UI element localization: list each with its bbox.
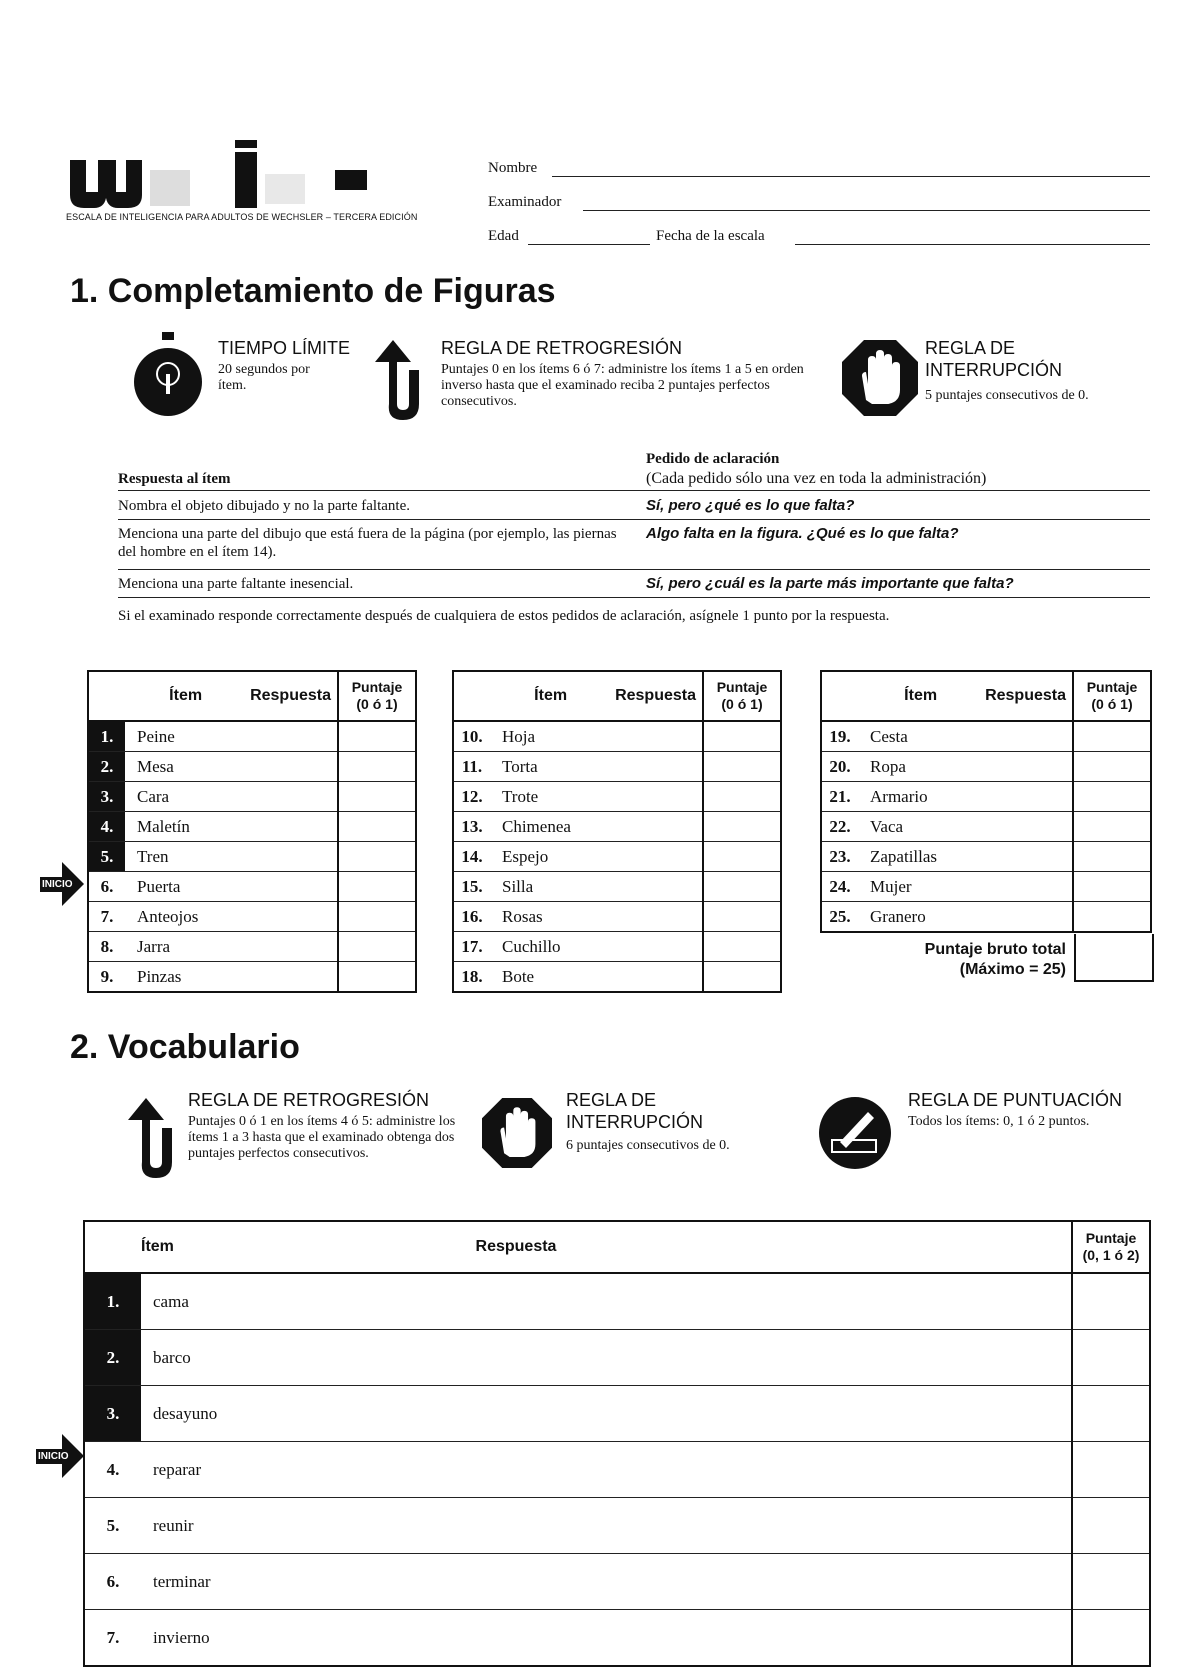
table-row xyxy=(88,902,416,932)
score-cell[interactable] xyxy=(703,842,781,872)
item-word: invierno xyxy=(153,1627,210,1647)
col-score-header: Puntaje xyxy=(1085,1230,1137,1246)
fecha-label: Fecha de la escala xyxy=(656,228,765,244)
item-number: 25. xyxy=(829,906,851,926)
table-row xyxy=(88,842,416,872)
nombre-field[interactable] xyxy=(552,158,1150,177)
section-title-completamiento: 1. Completamiento de Figuras xyxy=(70,272,556,310)
col-score-header: Puntaje xyxy=(1086,679,1138,695)
regression-rule-heading: REGLA DE RETROGRESIÓN xyxy=(441,338,683,358)
item-word: Chimenea xyxy=(490,812,703,842)
clarification-query: Algo falta en la figura. ¿Qué es lo que falta? xyxy=(646,525,959,542)
score-cell[interactable] xyxy=(1073,902,1151,933)
col-item-header: Ítem xyxy=(169,687,203,704)
item-word: Mesa xyxy=(125,752,338,782)
score-cell[interactable] xyxy=(338,962,416,993)
score-cell[interactable] xyxy=(1072,1330,1150,1386)
item-number: 1. xyxy=(84,1273,141,1330)
score-cell[interactable] xyxy=(338,721,416,752)
item-word: Ropa xyxy=(858,752,1073,782)
score-cell[interactable] xyxy=(338,782,416,812)
table-row xyxy=(453,872,781,902)
table-row xyxy=(84,1273,1150,1330)
items-table-3 xyxy=(820,670,1152,933)
item-number: 19. xyxy=(821,721,858,752)
clarification-row xyxy=(118,491,1150,520)
start-label: INICIO xyxy=(38,1451,69,1462)
item-number: 5. xyxy=(84,1498,141,1554)
item-number: 4. xyxy=(88,812,125,842)
item-number: 22. xyxy=(821,812,858,842)
item-number: 17. xyxy=(453,932,490,962)
item-number: 24. xyxy=(821,872,858,902)
vocabulary-table xyxy=(83,1220,1151,1667)
table-row xyxy=(88,752,416,782)
item-number: 8. xyxy=(88,932,125,962)
item-number: 9. xyxy=(100,966,114,986)
score-cell[interactable] xyxy=(338,902,416,932)
score-cell[interactable] xyxy=(338,932,416,962)
stopwatch-icon xyxy=(130,332,206,427)
table-row xyxy=(453,902,781,932)
clarification-table xyxy=(118,450,1150,640)
item-word: Peine xyxy=(125,721,338,752)
item-word: Tren xyxy=(125,842,338,872)
item-word: terminar xyxy=(141,1554,1072,1610)
item-number: 23. xyxy=(821,842,858,872)
score-cell[interactable] xyxy=(1072,1498,1150,1554)
item-word: Anteojos xyxy=(125,902,338,932)
item-word: Puerta xyxy=(125,872,338,902)
table-row xyxy=(821,782,1151,812)
item-word: Rosas xyxy=(490,902,703,932)
item-word: Cesta xyxy=(858,721,1073,752)
total-score-box[interactable] xyxy=(1074,934,1154,982)
score-cell[interactable] xyxy=(1072,1442,1150,1498)
regression-rule-heading: REGLA DE RETROGRESIÓN xyxy=(188,1090,430,1110)
item-word: Maletín xyxy=(125,812,338,842)
table-row xyxy=(453,962,781,993)
total-label-line2: (Máximo = 25) xyxy=(959,961,1066,978)
score-cell[interactable] xyxy=(1073,782,1151,812)
item-word: Armario xyxy=(858,782,1073,812)
nombre-label: Nombre xyxy=(488,160,538,176)
table-row xyxy=(88,872,416,902)
table-row xyxy=(84,1442,1150,1498)
regression-rule-text: Puntajes 0 ó 1 en los ítems 4 ó 5: administre los ítems 1 a 3 hasta que el examinado obtenga dos puntajes perfectos consecutivos. xyxy=(188,1114,456,1161)
table-row xyxy=(88,812,416,842)
item-number: 20. xyxy=(821,752,858,782)
item-number: 15. xyxy=(453,872,490,902)
scoring-rule-heading: REGLA DE PUNTUACIÓN xyxy=(908,1090,1123,1110)
table-row xyxy=(453,752,781,782)
start-label: INICIO xyxy=(42,879,73,890)
table-row xyxy=(821,902,1151,933)
item-number: 10. xyxy=(453,721,490,752)
table-row xyxy=(821,842,1151,872)
item-word: Pinzas xyxy=(137,966,182,986)
item-word: desayuno xyxy=(141,1386,1072,1442)
table-row xyxy=(84,1498,1150,1554)
total-label-line1: Puntaje bruto total xyxy=(924,941,1066,958)
item-number: 7. xyxy=(88,902,125,932)
table-row xyxy=(453,812,781,842)
score-cell[interactable] xyxy=(338,872,416,902)
clarification-response: Menciona una parte del dibujo que está fuera de la página (por ejemplo, las piernas del hombre en el ítem 14). xyxy=(118,526,617,560)
col-item-header: Ítem xyxy=(904,687,938,704)
table-row xyxy=(453,842,781,872)
discontinue-rule-heading-2: INTERRUPCIÓN xyxy=(566,1112,704,1132)
item-number: 2. xyxy=(88,752,125,782)
item-word: Hoja xyxy=(490,721,703,752)
clarification-query: Sí, pero ¿qué es lo que falta? xyxy=(646,497,855,514)
item-word: cama xyxy=(141,1273,1072,1330)
table-row xyxy=(84,1386,1150,1442)
table-row xyxy=(453,721,781,752)
examinador-field[interactable] xyxy=(583,192,1150,211)
col-score-range: (0, 1 ó 2) xyxy=(1082,1247,1140,1263)
clarification-response: Menciona una parte faltante inesencial. xyxy=(118,576,354,592)
score-cell[interactable] xyxy=(1073,842,1151,872)
col-response-header: Respuesta xyxy=(985,687,1066,704)
item-number: 7. xyxy=(106,1627,120,1647)
score-cell[interactable] xyxy=(1072,1554,1150,1610)
score-cell[interactable] xyxy=(1073,812,1151,842)
item-number: 5. xyxy=(88,842,125,872)
pencil-writing-icon xyxy=(818,1096,892,1175)
item-number: 13. xyxy=(453,812,490,842)
clarification-note: Si el examinado responde correctamente después de cualquiera de estos pedidos de aclaración, asígnele 1 punto por la respuesta. xyxy=(118,608,890,624)
clarification-row xyxy=(118,519,1150,570)
clarification-col-response: Respuesta al ítem xyxy=(118,471,231,487)
table-row xyxy=(84,1554,1150,1610)
item-word: Zapatillas xyxy=(858,842,1073,872)
scoring-rule-text: Todos los ítems: 0, 1 ó 2 puntos. xyxy=(908,1114,1090,1129)
clarification-row xyxy=(118,569,1150,598)
clarification-col-query-title: Pedido de aclaración xyxy=(646,451,780,467)
time-limit-heading: TIEMPO LÍMITE xyxy=(218,338,351,358)
col-response-header: Respuesta xyxy=(250,687,331,704)
table-row xyxy=(453,932,781,962)
item-number: 14. xyxy=(453,842,490,872)
table-row xyxy=(88,932,416,962)
item-word: Jarra xyxy=(125,932,338,962)
score-cell[interactable] xyxy=(1072,1610,1150,1667)
item-word: Mujer xyxy=(858,872,1073,902)
section-title-vocabulario: 2. Vocabulario xyxy=(70,1028,300,1066)
item-number: 6. xyxy=(84,1554,141,1610)
item-number: 18. xyxy=(461,966,483,986)
discontinue-rule-heading-1: REGLA DE xyxy=(925,338,1016,358)
score-cell[interactable] xyxy=(1073,752,1151,782)
stop-hand-icon xyxy=(482,1098,552,1173)
score-cell[interactable] xyxy=(703,872,781,902)
col-score-range: (0 ó 1) xyxy=(721,696,763,712)
item-number: 4. xyxy=(84,1442,141,1498)
items-table-1 xyxy=(87,670,417,993)
regression-rule-text: Puntajes 0 en los ítems 6 ó 7: administre los ítems 1 a 5 en orden inverso hasta que el examinado reciba 2 puntajes perfectos consecutivos. xyxy=(441,362,804,409)
total-label xyxy=(880,940,1066,980)
discontinue-rule-heading-2: INTERRUPCIÓN xyxy=(925,360,1063,380)
clarification-response: Nombra el objeto dibujado y no la parte faltante. xyxy=(118,498,410,514)
u-turn-arrow-icon xyxy=(128,1098,180,1185)
wais-logo xyxy=(70,140,470,220)
col-score-range: (0 ó 1) xyxy=(356,696,398,712)
time-limit-text: 20 segundos por ítem. xyxy=(218,362,310,393)
score-cell[interactable] xyxy=(338,752,416,782)
items-table-2 xyxy=(452,670,782,993)
table-row xyxy=(84,1330,1150,1386)
table-row xyxy=(88,721,416,752)
item-number: 21. xyxy=(821,782,858,812)
item-number: 11. xyxy=(453,752,490,782)
score-cell[interactable] xyxy=(1073,721,1151,752)
edad-label: Edad xyxy=(488,228,519,244)
table-row xyxy=(88,782,416,812)
stop-hand-icon xyxy=(842,340,918,421)
examinador-label: Examinador xyxy=(488,194,562,210)
item-word: Torta xyxy=(490,752,703,782)
item-word: barco xyxy=(141,1330,1072,1386)
table-row xyxy=(84,1610,1150,1667)
item-word: Trote xyxy=(490,782,703,812)
score-cell[interactable] xyxy=(338,842,416,872)
col-response-header: Respuesta xyxy=(615,687,696,704)
discontinue-rule-text: 6 puntajes consecutivos de 0. xyxy=(566,1138,730,1153)
score-cell[interactable] xyxy=(1072,1386,1150,1442)
col-item-header: Ítem xyxy=(534,687,568,704)
col-score-range: (0 ó 1) xyxy=(1091,696,1133,712)
item-word: Silla xyxy=(490,872,703,902)
item-word: Espejo xyxy=(490,842,703,872)
col-score-header: Puntaje xyxy=(351,679,403,695)
item-word: Granero xyxy=(870,906,926,926)
table-row xyxy=(821,812,1151,842)
item-number: 1. xyxy=(88,721,125,752)
clarification-col-query-sub: (Cada pedido sólo una vez en toda la administración) xyxy=(646,470,987,487)
item-number: 2. xyxy=(84,1330,141,1386)
u-turn-arrow-icon xyxy=(375,340,427,427)
item-word: Cara xyxy=(125,782,338,812)
item-word: Cuchillo xyxy=(490,932,703,962)
item-word: reunir xyxy=(141,1498,1072,1554)
score-cell[interactable] xyxy=(703,782,781,812)
item-number: 3. xyxy=(88,782,125,812)
table-row xyxy=(88,962,416,993)
score-cell[interactable] xyxy=(703,962,781,993)
clarification-query: Sí, pero ¿cuál es la parte más importante que falta? xyxy=(646,575,1014,592)
col-score-header: Puntaje xyxy=(716,679,768,695)
table-row xyxy=(821,752,1151,782)
col-item-header: Ítem xyxy=(141,1221,261,1273)
item-word: Bote xyxy=(502,966,535,986)
item-word: Vaca xyxy=(858,812,1073,842)
item-word: reparar xyxy=(141,1442,1072,1498)
table-row xyxy=(821,872,1151,902)
table-row xyxy=(453,782,781,812)
score-cell[interactable] xyxy=(703,721,781,752)
logo-subtitle: ESCALA DE INTELIGENCIA PARA ADULTOS DE WECHSLER – TERCERA EDICIÓN xyxy=(66,212,418,222)
score-cell[interactable] xyxy=(1072,1273,1150,1330)
score-cell[interactable] xyxy=(703,752,781,782)
item-number: 12. xyxy=(453,782,490,812)
edad-field[interactable] xyxy=(528,226,650,245)
item-number: 3. xyxy=(84,1386,141,1442)
col-response-header: Respuesta xyxy=(261,1221,1072,1273)
score-cell[interactable] xyxy=(703,812,781,842)
discontinue-rule-heading-1: REGLA DE xyxy=(566,1090,657,1110)
score-cell[interactable] xyxy=(703,902,781,932)
fecha-field[interactable] xyxy=(795,226,1150,245)
table-row xyxy=(821,721,1151,752)
score-cell[interactable] xyxy=(1073,872,1151,902)
score-cell[interactable] xyxy=(338,812,416,842)
score-cell[interactable] xyxy=(703,932,781,962)
item-number: 16. xyxy=(453,902,490,932)
item-number: 6. xyxy=(88,872,125,902)
discontinue-rule-text: 5 puntajes consecutivos de 0. xyxy=(925,388,1089,403)
